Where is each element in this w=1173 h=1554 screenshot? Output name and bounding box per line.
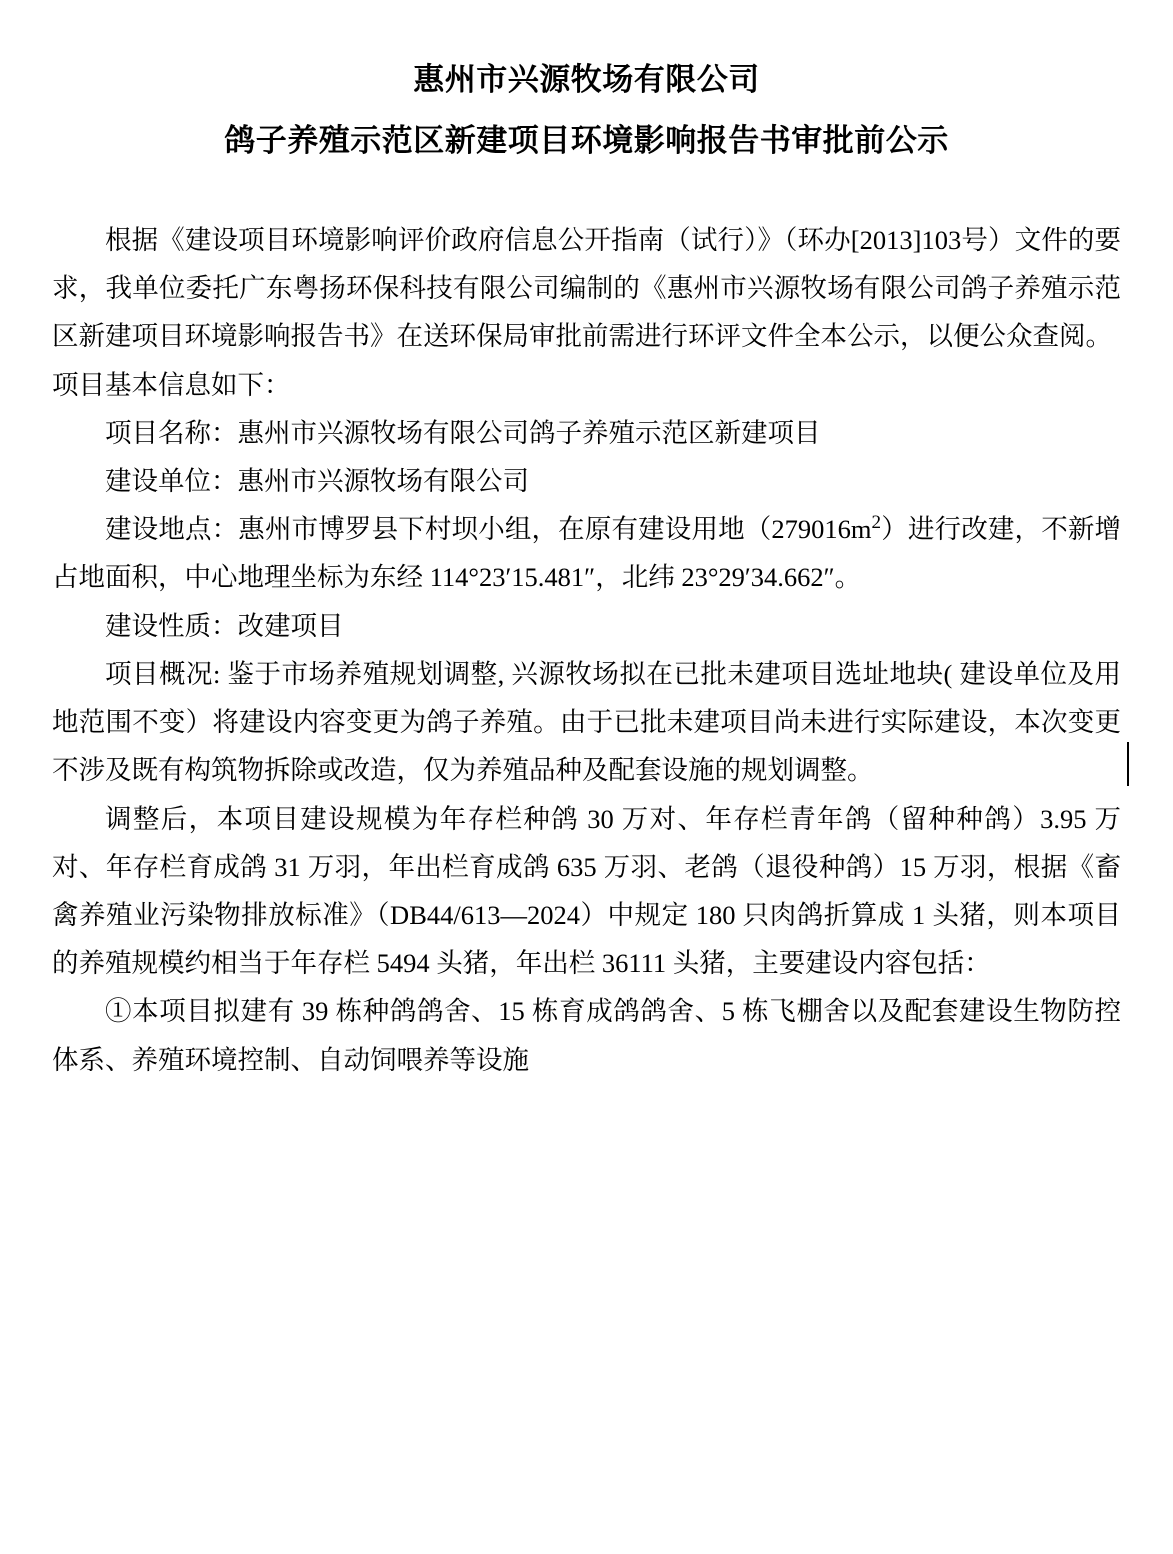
field-project-name-value: 惠州市兴源牧场有限公司鸽子养殖示范区新建项目 [237, 417, 821, 448]
document-title-line-2: 鸽子养殖示范区新建项目环境影响报告书审批前公示 [224, 122, 949, 158]
document-title-line-1: 惠州市兴源牧场有限公司 [413, 62, 760, 97]
document-body [52, 216, 1121, 1084]
field-construction-site-value-a: 惠州市博罗县下村坝小组，在原有建设用地（279016m [238, 514, 872, 545]
field-project-name [52, 409, 1121, 457]
paragraph-basis: 根据《建设项目环境影响评价政府信息公开指南（试行）》（环办[2013]103号）文件的要求，我单位委托广东粤扬环保科技有限公司编制的《惠州市兴源牧场有限公司鸽子养殖示范区新建项目环境影响报告书》在送环保局审批前需进行环评文件全本公示，以便公众查阅。 [52, 224, 1121, 352]
field-construction-unit-value: 惠州市兴源牧场有限公司 [237, 465, 529, 496]
paragraph-project-overview: 项目概况: 鉴于市场养殖规划调整, 兴源牧场拟在已批未建项目选址地块( 建设单位及用地范围不变）将建设内容变更为鸽子养殖。由于已批未建项目尚未进行实际建设，本次变更不涉及既有构筑物拆除或改造，仅为养殖品种及配套设施的规划调整。 [52, 658, 1121, 786]
field-construction-site-value-b: ）进行改建，不新增占地面积，中心地理坐标为东经 114°23′15.481″，北纬 23°29′34.662″。 [52, 514, 1122, 593]
paragraph-info-heading: 项目基本信息如下： [52, 369, 291, 400]
field-construction-site [52, 505, 1121, 601]
field-construction-site-superscript: 2 [871, 512, 882, 534]
document-title-block [52, 58, 1121, 164]
field-construction-site-label: 建设地点： [105, 514, 239, 545]
field-project-name-label: 项目名称： [105, 417, 238, 448]
text-cursor [1127, 742, 1129, 786]
field-construction-nature-label: 建设性质： [105, 610, 238, 641]
paragraph-content-item-1: ①本项目拟建有 39 栋种鸽鸽舍、15 栋育成鸽鸽舍、5 栋飞棚舍以及配套建设生物防控体系、养殖环境控制、自动饲喂养等设施 [52, 996, 1121, 1075]
field-construction-nature [52, 602, 1121, 650]
field-construction-unit-label: 建设单位： [105, 465, 238, 496]
paragraph-scale: 调整后，本项目建设规模为年存栏种鸽 30 万对、年存栏青年鸽（留种种鸽）3.95 万对、年存栏育成鸽 31 万羽，年出栏育成鸽 635 万羽、老鸽（退役种鸽）15 万羽，根据《畜禽养殖业污染物排放标准》（DB44/613—2024）中规定 180 只肉鸽折算成 1 头猪，则本项目的养殖规模约相当于年存栏 5494 头猪，年出栏 36111 头猪，主要建设内容包括： [52, 803, 1121, 979]
field-construction-nature-value: 改建项目 [237, 610, 344, 641]
field-construction-unit [52, 457, 1121, 505]
